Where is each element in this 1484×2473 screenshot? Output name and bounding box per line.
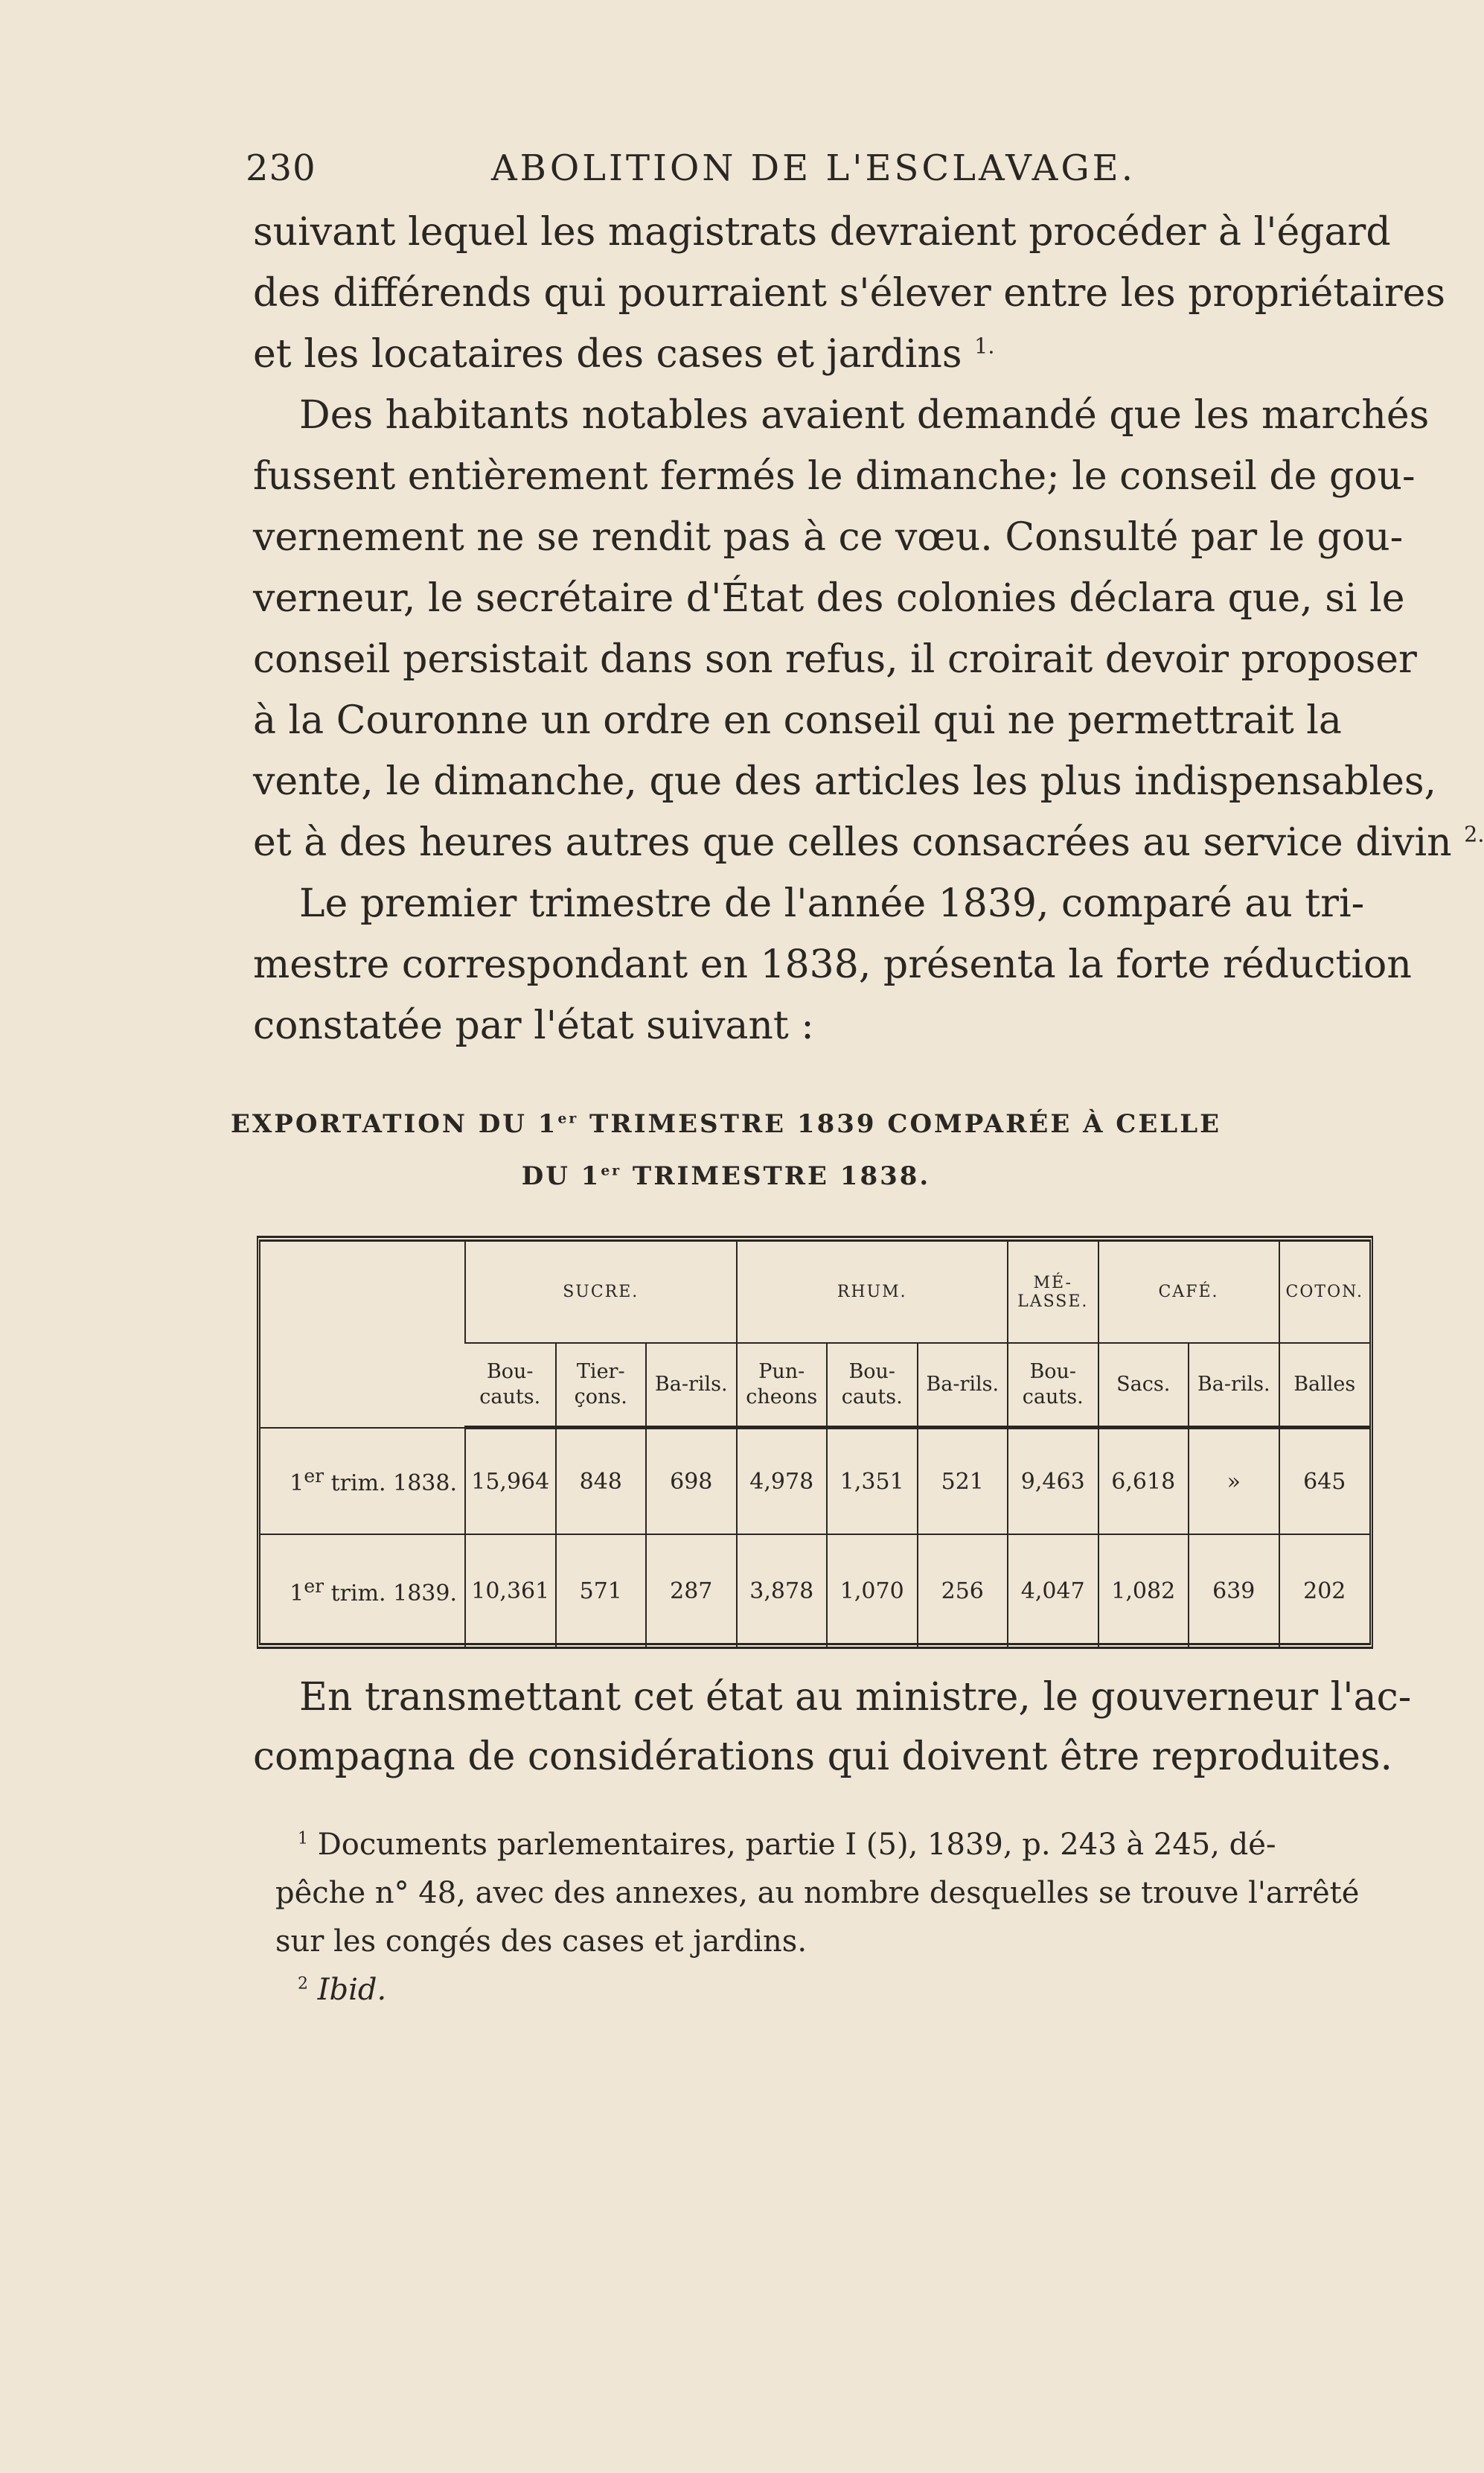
subhead-cell: Bou-cauts. — [827, 1343, 918, 1428]
text-line: En transmettant cet état au ministre, le gouverneur l'ac- — [299, 1675, 1412, 1720]
group-melasse: MÉ-LASSE. — [1008, 1242, 1098, 1343]
text-line: verneur, le secrétaire d'État des colonies déclara que, si le — [253, 576, 1405, 621]
export-table — [257, 1236, 1373, 1649]
table-cell: 4,978 — [737, 1428, 828, 1535]
text-line: Le premier trimestre de l'année 1839, comparé au tri- — [299, 881, 1365, 926]
text-line: suivant lequel les magistrats devraient procéder à l'égard — [253, 210, 1391, 255]
footnote-ref: 2. — [1464, 821, 1484, 847]
table-cell: 202 — [1279, 1534, 1370, 1647]
table-cell: 15,964 — [465, 1428, 556, 1535]
text-line: à la Couronne un ordre en conseil qui ne permettrait la — [253, 698, 1342, 743]
subhead-cell: Bou-cauts. — [1008, 1343, 1098, 1428]
running-title: ABOLITION DE L'ESCLAVAGE. — [491, 147, 1136, 189]
footnote-ref: 1. — [974, 333, 995, 359]
table-cell: 287 — [646, 1534, 737, 1647]
footnote-mark: 2 — [298, 1974, 308, 1994]
table-row — [260, 1428, 1369, 1535]
row-label-sup: er — [304, 1465, 324, 1487]
table-cell: » — [1189, 1428, 1279, 1535]
row-label — [260, 1534, 465, 1647]
table-cell: 256 — [918, 1534, 1008, 1647]
table-cell: 645 — [1279, 1428, 1370, 1535]
text-line — [253, 820, 1484, 865]
caption-sup: er — [557, 1110, 579, 1127]
table-caption-line2 — [0, 1161, 1452, 1191]
footnote-2 — [298, 1973, 386, 2007]
page-number: 230 — [246, 147, 316, 189]
text-line: constatée par l'état suivant : — [253, 1003, 814, 1048]
group-coton: COTON. — [1279, 1242, 1370, 1343]
text-line: conseil persistait dans son refus, il croirait devoir proposer — [253, 637, 1417, 682]
table-cell: 1,082 — [1098, 1534, 1189, 1647]
row-label-text: 1 — [290, 1470, 304, 1497]
table-cell: 848 — [556, 1428, 647, 1535]
row-label-sup: er — [304, 1575, 324, 1597]
row-label — [260, 1428, 465, 1535]
subhead-cell: Ba-rils. — [918, 1343, 1008, 1428]
subhead-cell: Pun-cheons — [737, 1343, 828, 1428]
group-sucre: SUCRE. — [465, 1242, 737, 1343]
caption-text: TRIMESTRE 1838. — [621, 1161, 931, 1191]
table-cell: 639 — [1189, 1534, 1279, 1647]
row-label-text: trim. 1838. — [324, 1470, 457, 1497]
subhead-cell: Ba-rils. — [1189, 1343, 1279, 1428]
table-cell: 521 — [918, 1428, 1008, 1535]
text-line: mestre correspondant en 1838, présenta la forte réduction — [253, 942, 1412, 987]
group-cafe: CAFÉ. — [1098, 1242, 1279, 1343]
footnote-1-cont: sur les congés des cases et jardins. — [275, 1924, 807, 1959]
table-cell: 6,618 — [1098, 1428, 1189, 1535]
caption-text: EXPORTATION DU 1 — [230, 1109, 558, 1139]
table-cell: 10,361 — [465, 1534, 556, 1647]
subhead-cell: Ba-rils. — [646, 1343, 737, 1428]
row-label-text: trim. 1839. — [324, 1580, 457, 1606]
text-line: compagna de considérations qui doivent être reproduites. — [253, 1735, 1393, 1779]
text-line — [253, 332, 994, 377]
table-cell: 698 — [646, 1428, 737, 1535]
table-caption-line1 — [0, 1109, 1452, 1139]
text-line: des différends qui pourraient s'élever entre les propriétaires — [253, 271, 1446, 316]
group-rhum: RHUM. — [737, 1242, 1008, 1343]
corner-cell — [260, 1242, 465, 1428]
text-line: Des habitants notables avaient demandé que les marchés — [299, 393, 1430, 438]
table-cell: 571 — [556, 1534, 647, 1647]
footnote-text: Documents parlementaires, partie I (5), 1839, p. 243 à 245, dé- — [317, 1828, 1276, 1862]
table-group-header — [260, 1242, 1369, 1343]
text-line: vente, le dimanche, que des articles les plus indispensables, — [253, 759, 1437, 804]
caption-text: DU 1 — [521, 1161, 601, 1191]
subhead-cell: Bou-cauts. — [465, 1343, 556, 1428]
subhead-cell: Tier-çons. — [556, 1343, 647, 1428]
table-cell: 4,047 — [1008, 1534, 1098, 1647]
footnote-1 — [298, 1828, 1276, 1862]
caption-sup: er — [601, 1162, 622, 1179]
text-line: fussent entièrement fermés le dimanche; le conseil de gou- — [253, 454, 1416, 499]
footnote-text: Ibid. — [317, 1973, 387, 2007]
text-line: vernement ne se rendit pas à ce vœu. Consulté par le gou- — [253, 515, 1404, 560]
text-span: et les locataires des cases et jardins — [253, 332, 962, 377]
page-header — [246, 147, 1377, 200]
row-label-text: 1 — [290, 1580, 304, 1606]
table-cell: 3,878 — [737, 1534, 828, 1647]
subhead-cell: Sacs. — [1098, 1343, 1189, 1428]
table-row — [260, 1534, 1369, 1647]
subhead-cell: Balles — [1279, 1343, 1370, 1428]
footnote-1-cont: pêche n° 48, avec des annexes, au nombre desquelles se trouve l'arrêté — [275, 1876, 1360, 1910]
footnote-mark: 1 — [298, 1829, 308, 1848]
caption-text: TRIMESTRE 1839 COMPARÉE À CELLE — [578, 1109, 1222, 1139]
table-cell: 1,351 — [827, 1428, 918, 1535]
table-cell: 1,070 — [827, 1534, 918, 1647]
table-cell: 9,463 — [1008, 1428, 1098, 1535]
text-span: et à des heures autres que celles consacrées au service divin — [253, 820, 1452, 865]
